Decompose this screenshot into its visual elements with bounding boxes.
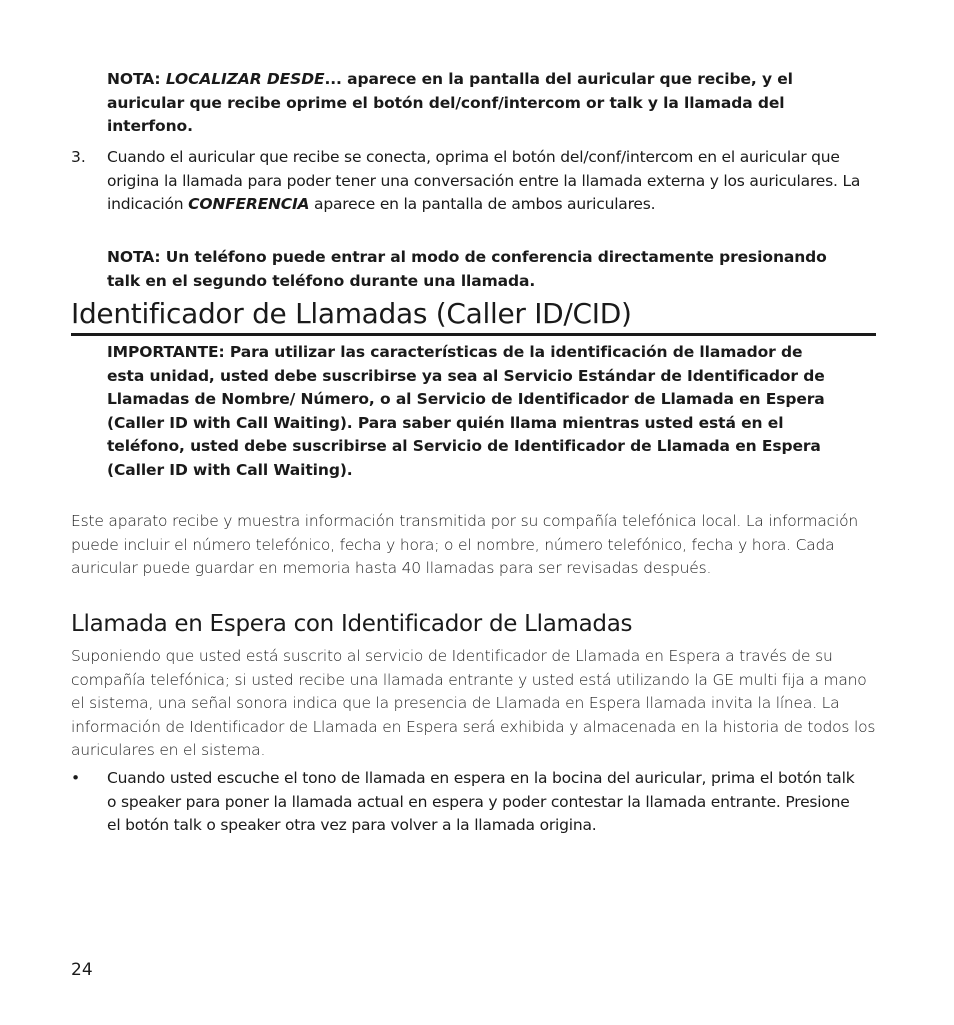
step-emphasis: CONFERENCIA [188, 195, 310, 213]
step-number: 3. [71, 148, 86, 166]
note-conferencia: NOTA: Un teléfono puede entrar al modo de conferencia directamente presionando talk en el segundo teléfono durante una llamada. [107, 248, 827, 290]
subsection-title: Llamada en Espera con Identificador de Llamadas [71, 611, 633, 637]
bullet-text: Cuando usted escuche el tono de llamada en espera en la bocina del auricular, prima el botón talk o speaker para poner la llamada actual en espera y poder contestar la llamada entrante. Presione el botón talk o speaker otra vez para volver a la llamada origina. [107, 769, 855, 834]
section-divider [71, 333, 876, 336]
important-note: IMPORTANTE: Para utilizar las características de la identificación de llamador de esta unidad, usted debe suscribirse ya sea al Servicio Estándar de Identificador de Llamadas de Nombre/ Número, o al Servicio de Identificador de Llamada en Espera (Caller ID with Call Waiting). Para saber quién llama mientras usted está en el teléfono, usted debe suscribirse al Servicio de Identificador de Llamada en Espera (Caller ID with Call Waiting). [107, 343, 825, 479]
note-label: NOTA: [107, 70, 161, 88]
subsection-paragraph: Suponiendo que usted está suscrito al servicio de Identificador de Llamada en Espera a través de su compañía telefónica; si usted recibe una llamada entrante y usted está utilizando la GE multi fija a mano el sistema, una señal sonora indica que la presencia de Llamada en Espera llamada invita la línea. La información de Identificador de Llamada en Espera será exhibida y almacenada en la historia de todos los auriculares en el sistema. [71, 647, 876, 759]
step-text-before: Cuando el auricular que recibe se conecta, oprima el botón del/conf/intercom en el auricular que origina la llamada para poder tener una conversación entre la llamada externa y los auriculares. La indicación [107, 148, 861, 213]
page-number: 24 [71, 960, 93, 980]
note-emphasis: LOCALIZAR DESDE [165, 70, 325, 88]
step-text-after: aparece en la pantalla de ambos auriculares. [309, 195, 656, 213]
bullet-symbol: • [71, 769, 81, 787]
step-text [107, 146, 867, 217]
note-text: ... aparece en la pantalla del auricular que recibe, y el auricular que recibe oprime el botón del/conf/intercom or talk y la llamada del interfono. [107, 70, 793, 135]
note-localizar-desde [107, 68, 847, 139]
intro-paragraph: Este aparato recibe y muestra información transmitida por su compañía telefónica local. La información puede incluir el número telefónico, fecha y hora; o el nombre, número telefónico, fecha y hora. Cada auricular puede guardar en memoria hasta 40 llamadas para ser revisadas después. [71, 512, 858, 577]
section-title: Identificador de Llamadas (Caller ID/CID) [71, 297, 632, 330]
